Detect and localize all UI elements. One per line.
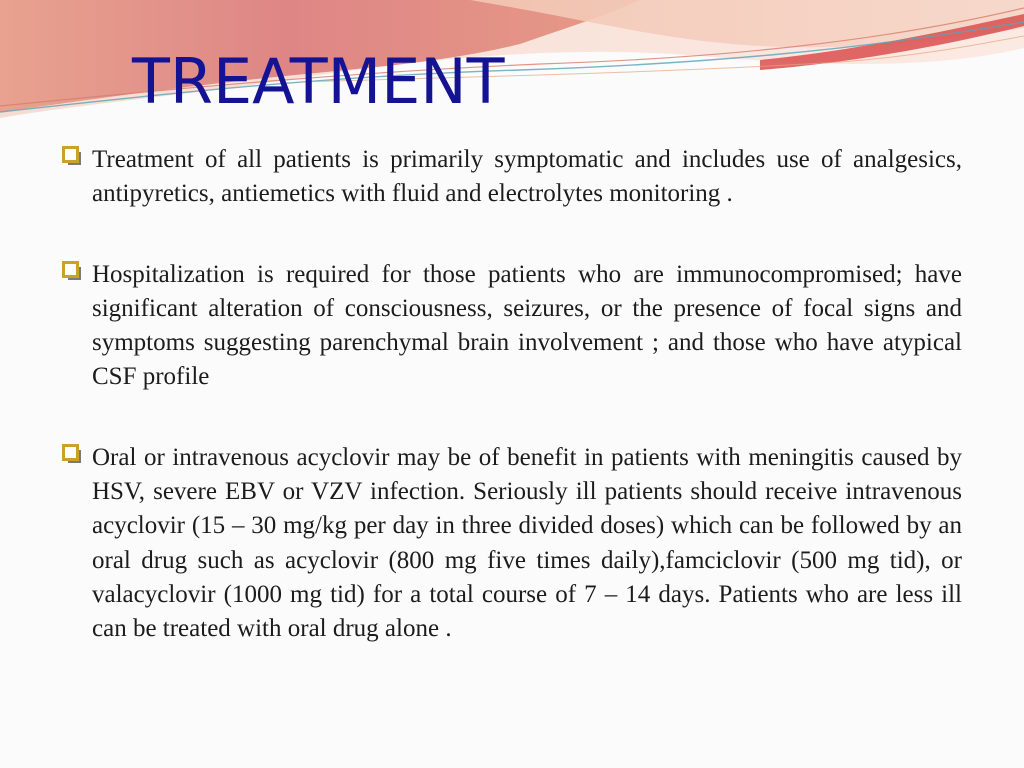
bullet-text: Treatment of all patients is primarily symptomatic and includes use of analgesics, antipyretics, antiemetics with fluid and electrolytes monitoring .: [92, 146, 962, 208]
bullet-item-acyclovir: [62, 441, 962, 647]
bullet-item-symptomatic-treatment: [62, 143, 962, 212]
hollow-square-bullet-icon: [62, 261, 82, 281]
bullet-text: Hospitalization is required for those patients who are immunocompromised; have significant alteration of consciousness, seizures, or the presence of focal signs and symptoms suggesting parenchymal brain involvement ; and those who have atypical CSF profile: [92, 260, 962, 391]
bullet-text: Oral or intravenous acyclovir may be of benefit in patients with meningitis caused by HSV, severe EBV or VZV infection. Seriously ill patients should receive intravenous acyclovir (15 – 30 mg/kg per day in three divided doses) which can be followed by an oral drug such as acyclovir (800 mg five times daily),famciclovir (500 mg tid), or valacyclovir (1000 mg tid) for a total course of 7 – 14 days. Patients who are less ill can be treated with oral drug alone .: [92, 443, 962, 643]
hollow-square-bullet-icon: [62, 146, 82, 166]
bullet-list: [62, 143, 962, 693]
hollow-square-bullet-icon: [62, 444, 82, 464]
bullet-item-hospitalization: [62, 258, 962, 395]
slide-title: TREATMENT: [132, 45, 505, 118]
